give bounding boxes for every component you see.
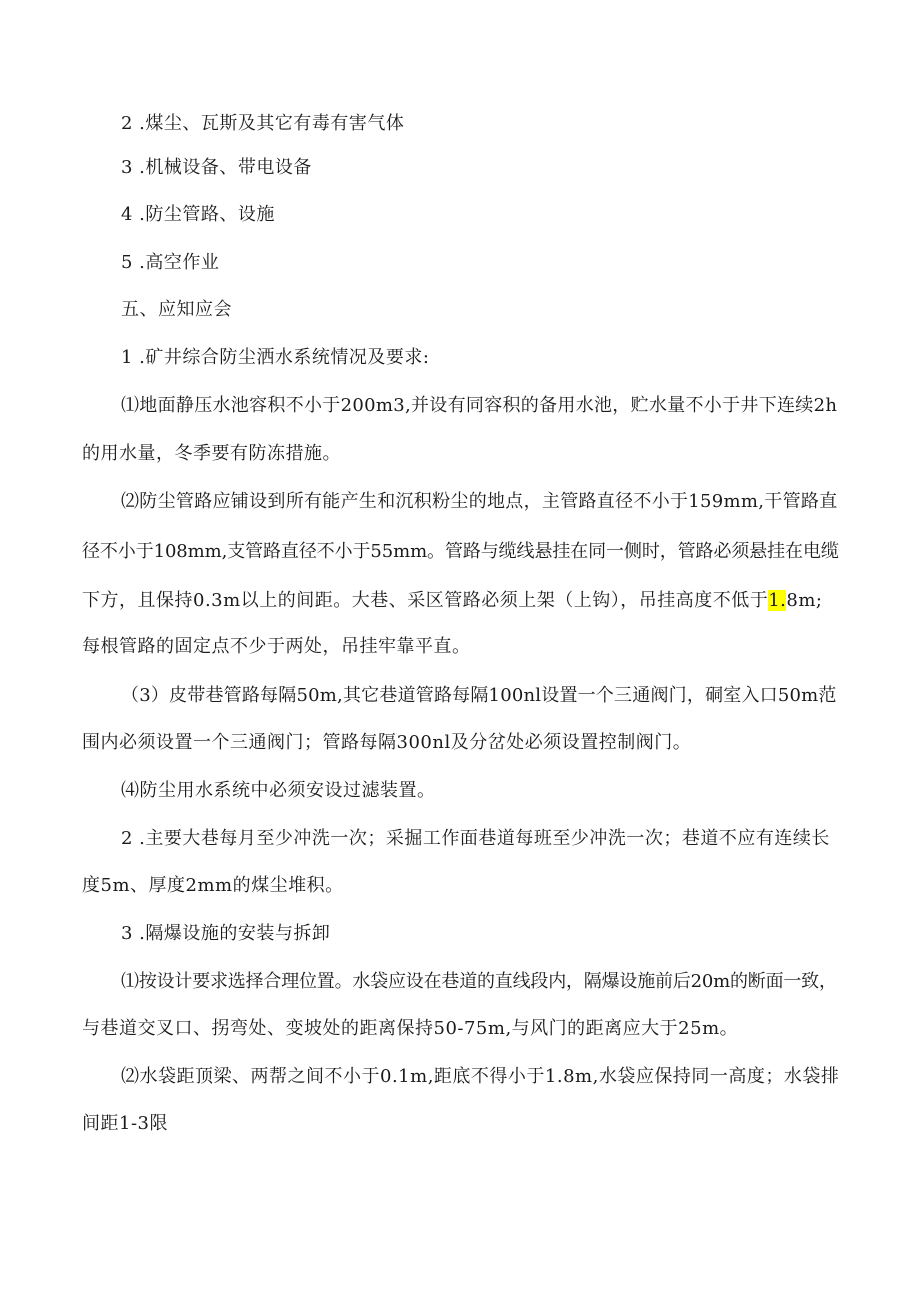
subsection-heading-1: 1 .矿井综合防尘洒水系统情况及要求: (121, 347, 430, 368)
paragraph-2-line-1: ⑵防尘管路应铺设到所有能产生和沉积粉尘的地点，主管路直径不小于159mm,干管路直 (121, 491, 838, 512)
paragraph-2-line-3 (82, 589, 822, 613)
list-item-5: 5 .高空作业 (121, 252, 220, 273)
paragraph-2-line-3-tail: 8m; (786, 590, 823, 611)
list-item-4: 4 .防尘管路、设施 (121, 204, 275, 225)
paragraph-8-line-2: 间距1-3限 (82, 1113, 168, 1134)
list-item-3: 3 .机械设备、带电设备 (121, 157, 312, 178)
paragraph-2-line-4: 每根管路的固定点不少于两处，吊挂牢靠平直。 (82, 636, 471, 657)
paragraph-4: ⑷防尘用水系统中必须安设过滤装置。 (121, 780, 436, 801)
paragraph-5-line-2: 度5m、厚度2mm的煤尘堆积。 (82, 875, 344, 896)
paragraph-2-line-2: 径不小于108mm,支管路直径不小于55mm。管路与缆线悬挂在同一侧时，管路必须悬挂在电缆 (82, 541, 839, 562)
paragraph-2-line-3-text: 下方，且保持0.3m以上的间距。大巷、采区管路必须上架（上钩），吊挂高度不低于 (82, 590, 769, 611)
highlighted-text: 1. (768, 590, 787, 611)
paragraph-8-line-1: ⑵水袋距顶梁、两帮之间不小于0.1m,距底不得小于1.8m,水袋应保持同一高度；水袋排 (121, 1066, 840, 1087)
paragraph-7-line-1: ⑴按设计要求选择合理位置。水袋应设在巷道的直线段内，隔爆设施前后20m的断面一致， (121, 971, 837, 992)
paragraph-5-line-1: 2 .主要大巷每月至少冲洗一次；采掘工作面巷道每班至少冲洗一次；巷道不应有连续长 (121, 828, 830, 849)
subsection-heading-3: 3 .隔爆设施的安装与拆卸 (121, 923, 331, 944)
paragraph-1-line-1: ⑴地面静压水池容积不小于200m3,并设有同容积的备用水池，贮水量不小于井下连续2h (121, 395, 838, 416)
list-item-2: 2 .煤尘、瓦斯及其它有毒有害气体 (121, 113, 405, 134)
paragraph-3-line-2: 围内必须设置一个三通阀门；管路每隔300nl及分岔处必须设置控制阀门。 (82, 732, 692, 753)
paragraph-7-line-2: 与巷道交叉口、拐弯处、变坡处的距离保持50-75m,与风门的距离应大于25m。 (82, 1018, 739, 1039)
paragraph-3-line-1: （3）皮带巷管路每隔50m,其它巷道管路每隔100nl设置一个三通阀门，硐室入口50m范 (121, 685, 837, 706)
paragraph-1-line-2: 的用水量，冬季要有防冻措施。 (82, 443, 341, 464)
section-heading: 五、应知应会 (121, 299, 232, 320)
